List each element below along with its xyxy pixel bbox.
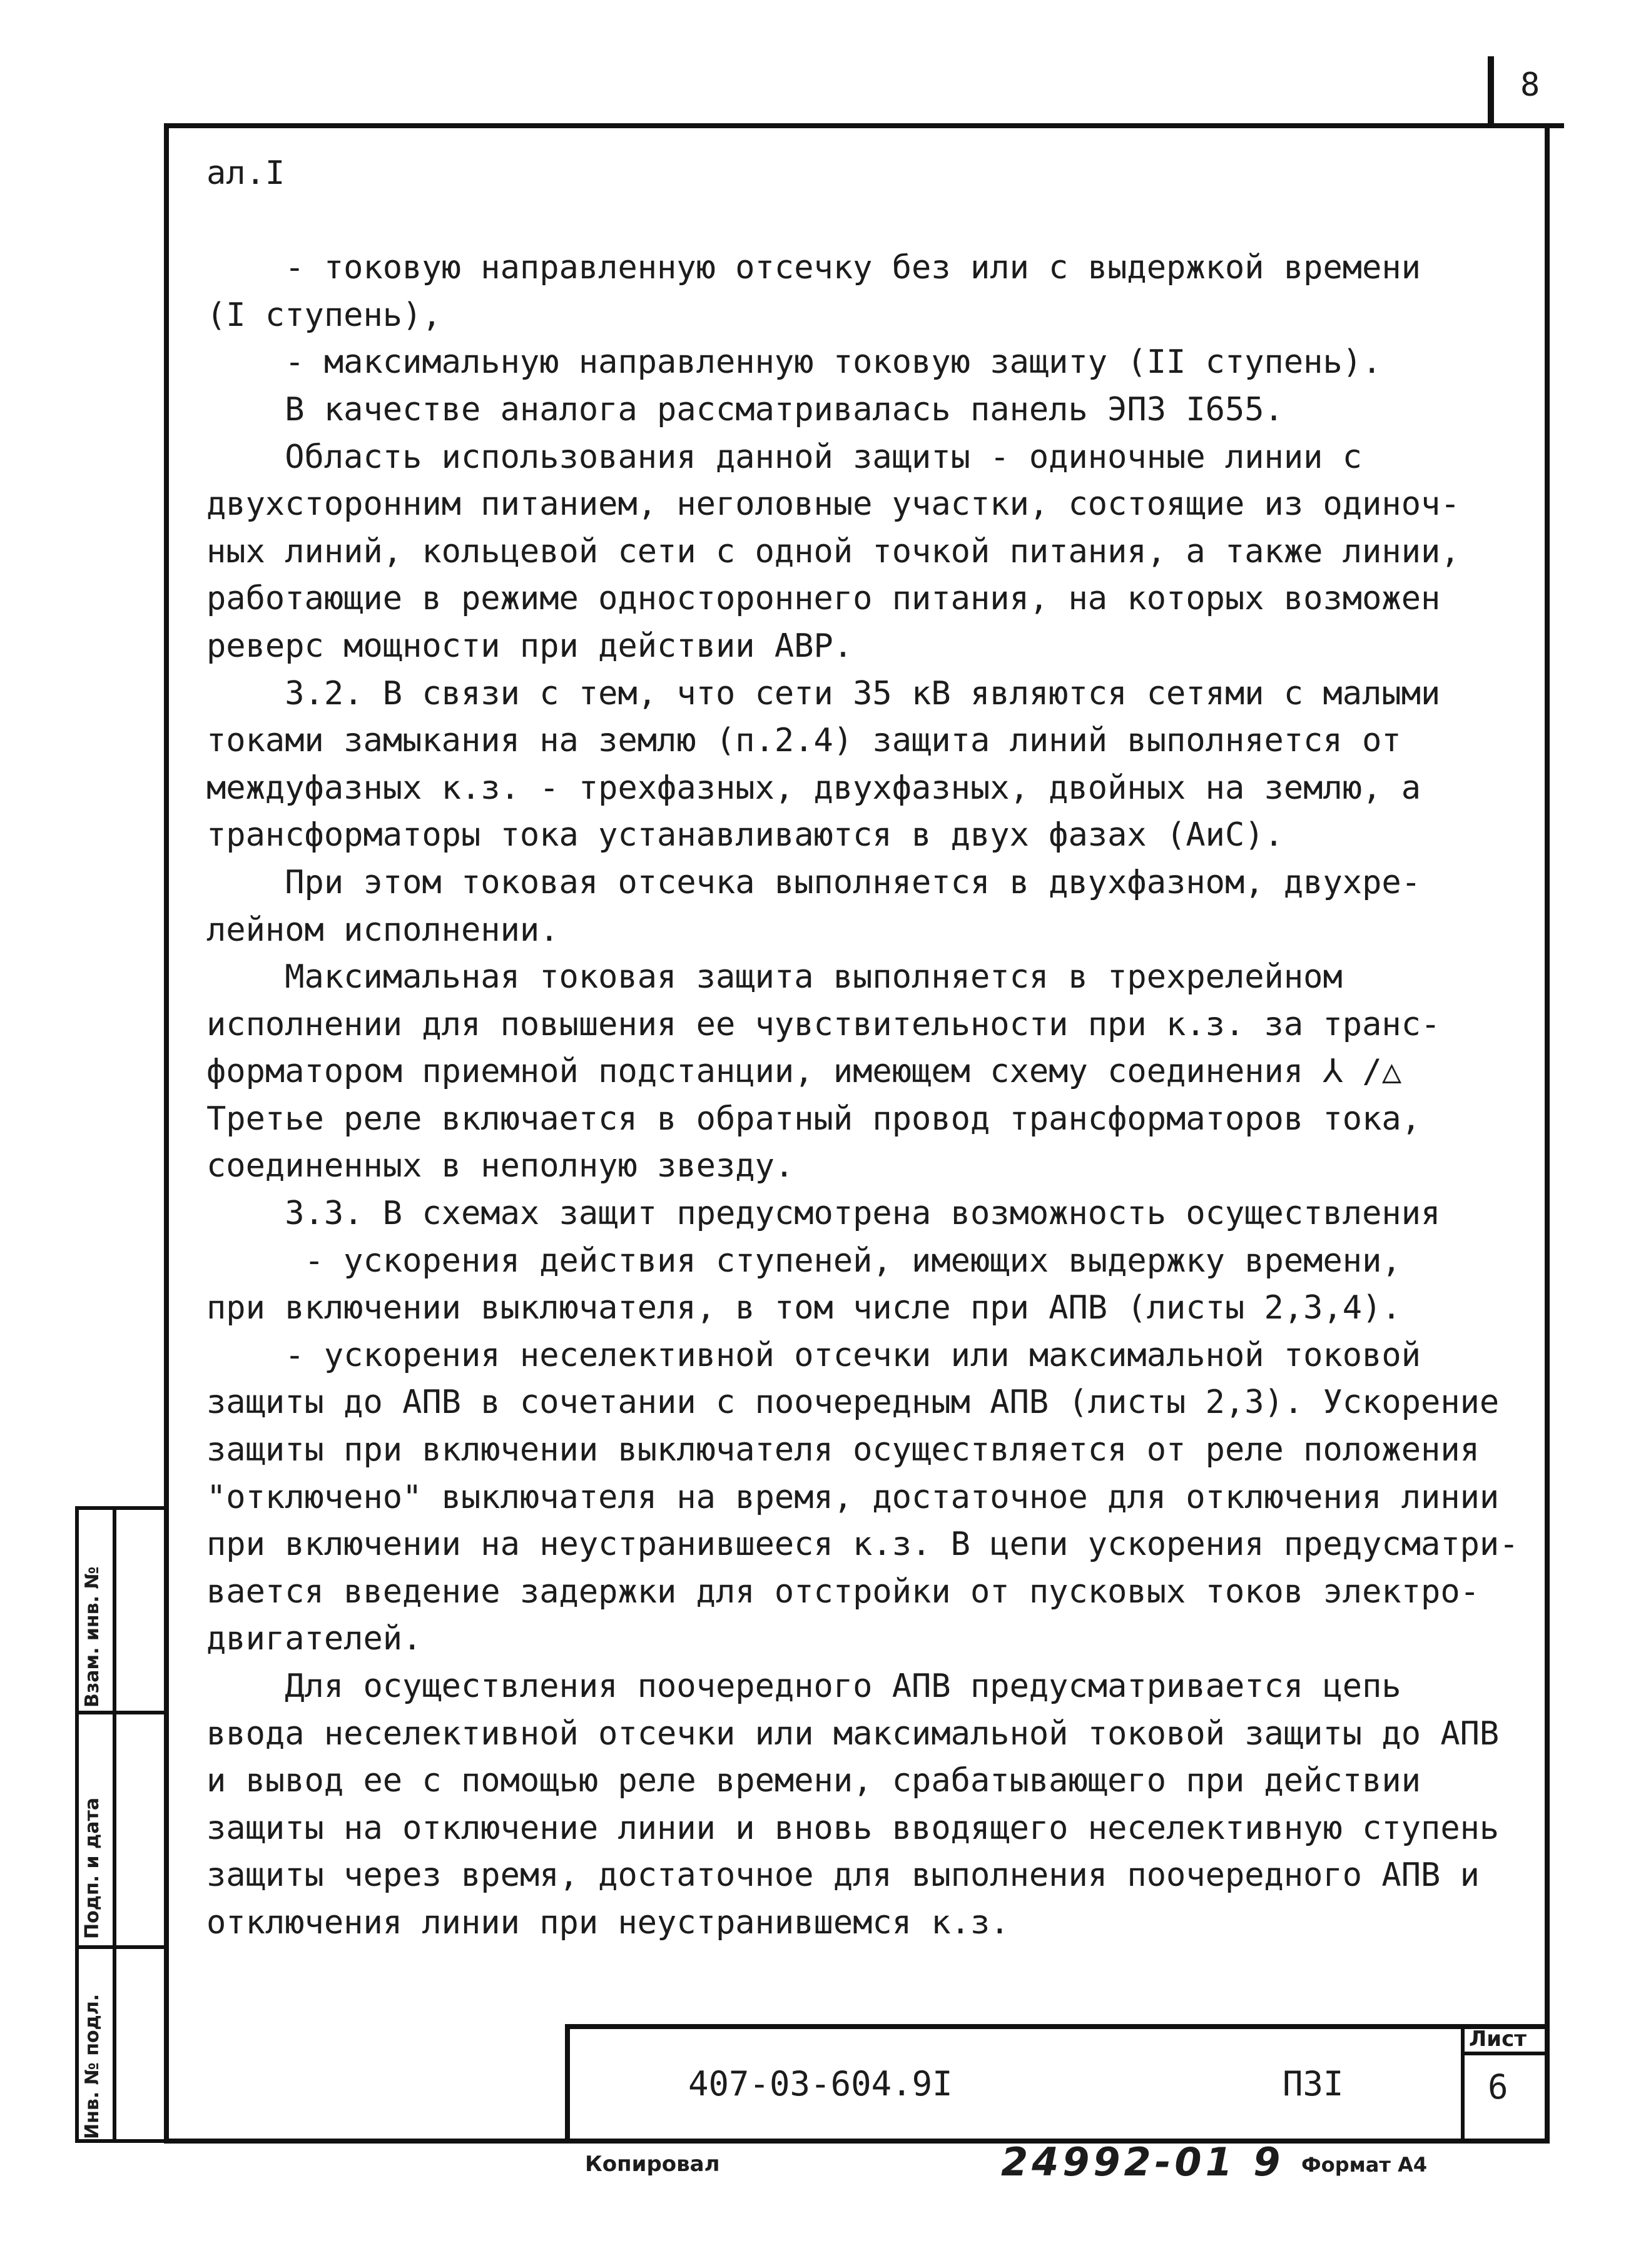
sidebar-divider xyxy=(75,1945,169,1949)
text-line: работающие в режиме одностороннего питания, на которых возможен xyxy=(206,580,1441,618)
text-line: двигателей. xyxy=(206,1620,422,1658)
sidebar-divider xyxy=(75,1711,169,1714)
text-line: при включении на неустранившееся к.з. В цепи ускорения предусматри- xyxy=(206,1526,1519,1564)
sidebar-label-podp-data: Подп. и дата xyxy=(81,1797,103,1939)
body-text xyxy=(206,150,1519,1947)
text-line: лейном исполнении. xyxy=(206,911,559,949)
text-line: защиты на отключение линии и вновь вводящего неселективную ступень xyxy=(206,1809,1500,1847)
text-line: "отключено" выключателя на время, достаточное для отключения линии xyxy=(206,1478,1500,1516)
document-mark: ПЗI xyxy=(1283,2064,1344,2103)
sidebar-label-inv-podl: Инв. № подл. xyxy=(81,1993,103,2139)
text-line: Область использования данной защиты - одиночные линии с xyxy=(206,438,1363,476)
text-line: соединенных в неполную звезду. xyxy=(206,1147,795,1185)
text-line: В качестве аналога рассматривалась панель ЭПЗ I655. xyxy=(206,390,1284,428)
text-line: (I ступень), xyxy=(206,296,442,334)
page-number: 8 xyxy=(1520,66,1540,104)
text-line: - ускорения неселективной отсечки или максимальной токовой xyxy=(206,1336,1421,1374)
text-line: - ускорения действия ступеней, имеющих выдержку времени, xyxy=(206,1242,1401,1280)
text-line: форматором приемной подстанции, имеющем схему соединения ⅄ /△ xyxy=(206,1053,1402,1091)
sheet-label: Лист xyxy=(1469,2027,1527,2052)
document-code: 407-03-604.9I xyxy=(688,2064,953,2103)
text-line: междуфазных к.з. - трехфазных, двухфазных, двойных на землю, а xyxy=(206,769,1421,807)
text-line: и вывод ее с помощью реле времени, срабатывающего при действии xyxy=(206,1762,1421,1800)
sheet-number: 6 xyxy=(1488,2067,1508,2107)
text-line xyxy=(206,198,1508,245)
text-line: отключения линии при неустранившемся к.з. xyxy=(206,1903,1010,1941)
text-line: Для осуществления поочередного АПВ предусматривается цепь xyxy=(206,1668,1401,1705)
frame-top-extension xyxy=(1502,123,1564,128)
text-line: исполнении для повышения ее чувствительности при к.з. за транс- xyxy=(206,1005,1441,1043)
sidebar-label-vzam-inv: Взам. инв. № xyxy=(81,1566,103,1708)
text-line: При этом токовая отсечка выполняется в двухфазном, двухре- xyxy=(206,863,1421,901)
text-line: защиты при включении выключателя осуществляется от реле положения xyxy=(206,1431,1480,1469)
text-line: двухсторонним питанием, неголовные участки, состоящие из одиноч- xyxy=(206,485,1460,524)
copied-by-label: Копировал xyxy=(585,2152,720,2177)
sidebar-value-column xyxy=(116,1506,169,2143)
text-line: Третье реле включается в обратный провод трансформаторов тока, xyxy=(206,1100,1421,1138)
text-line: ных линий, кольцевой сети с одной точкой питания, а также линии, xyxy=(206,532,1460,570)
paper-format-label: Формат А4 xyxy=(1301,2153,1428,2177)
text-line: при включении выключателя, в том числе при АПВ (листы 2,3,4). xyxy=(206,1289,1401,1327)
text-line: трансформаторы тока устанавливаются в двух фазах (АиС). xyxy=(206,816,1284,854)
text-line: токами замыкания на землю (п.2.4) защита линий выполняется от xyxy=(206,722,1401,760)
text-line: 3.3. В схемах защит предусмотрена возможность осуществления xyxy=(206,1195,1441,1233)
text-line: - токовую направленную отсечку без или с выдержкой времени xyxy=(206,249,1421,287)
text-line: - максимальную направленную токовую защиту (II ступень). xyxy=(206,343,1382,382)
text-line: вается введение задержки для отстройки от пусковых токов электро- xyxy=(206,1572,1480,1611)
text-line: 3.2. В связи с тем, что сети 35 кВ являются сетями с малыми xyxy=(206,674,1441,712)
text-line: ввода неселективной отсечки или максимальной токовой защиты до АПВ xyxy=(206,1714,1500,1753)
page-number-divider xyxy=(1488,56,1494,125)
text-line: защиты до АПВ в сочетании с поочередным АПВ (листы 2,3). Ускорение xyxy=(206,1384,1500,1422)
sheet-box-divider xyxy=(1461,2052,1550,2055)
text-line: ал.I xyxy=(206,154,285,192)
text-line: защиты через время, достаточное для выполнения поочередного АПВ и xyxy=(206,1856,1480,1895)
text-line: Максимальная токовая защита выполняется в трехрелейном xyxy=(206,958,1343,996)
text-line: реверс мощности при действии АВР. xyxy=(206,627,853,665)
handwritten-archive-number: 24992-01 9 xyxy=(1001,2139,1284,2185)
